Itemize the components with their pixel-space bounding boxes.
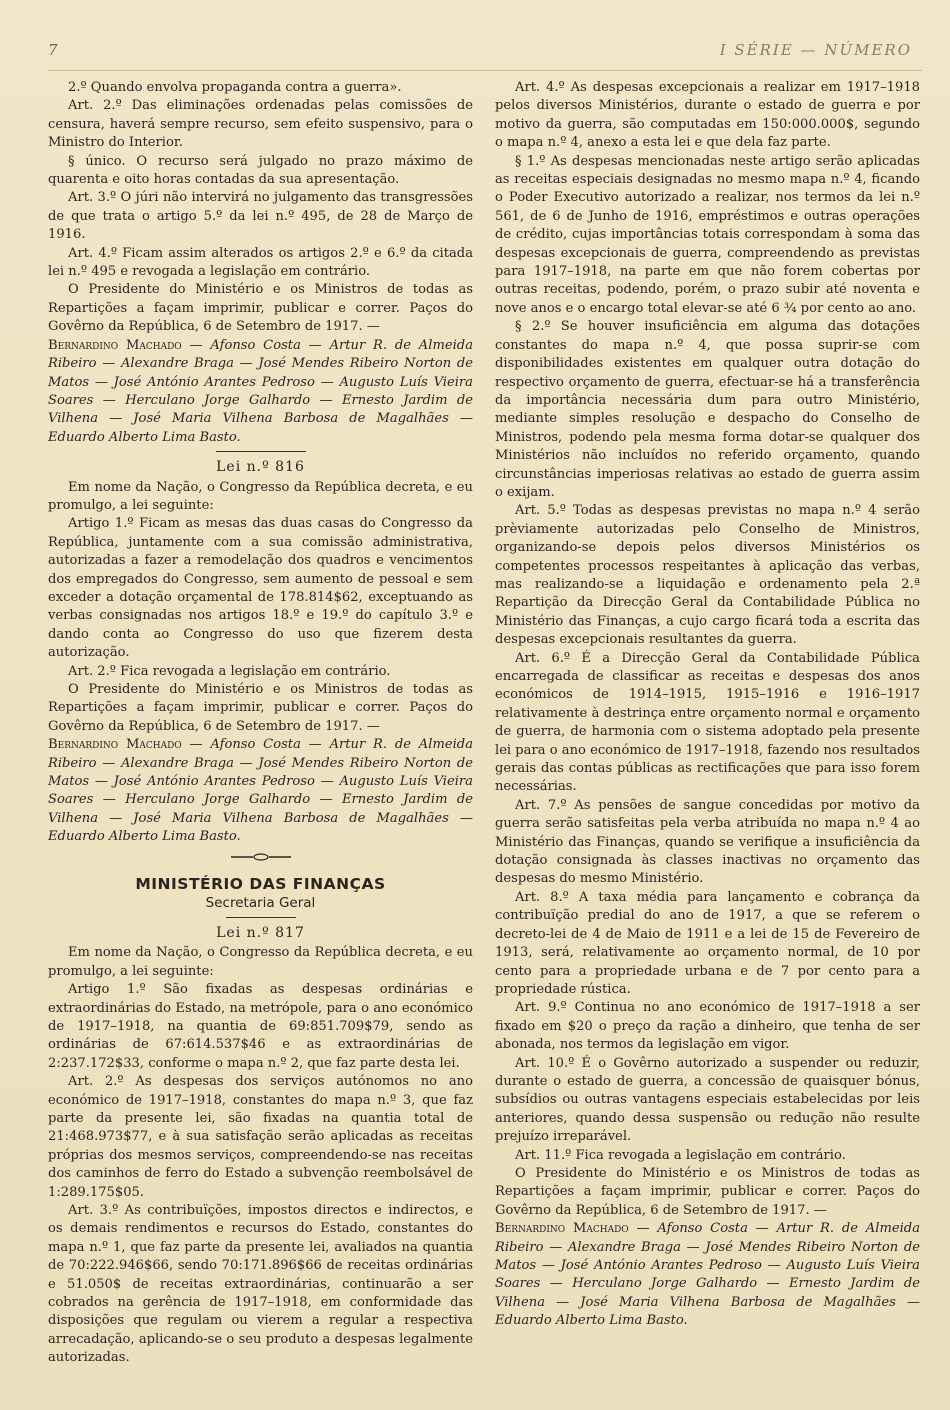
separator-rule — [216, 451, 306, 452]
signature-block — [48, 337, 473, 447]
page-number: 7 — [48, 41, 59, 59]
paragraph: Art. 11.º Fica revogada a legislação em contrário. — [515, 1147, 846, 1163]
paragraph: Art. 9.º Continua no ano económico de 1917–1918 a ser fixado em $20 o preço da ração a dinheiro, que tenha de ser abonada, nos termos da legislação em vigor. — [495, 1000, 920, 1053]
signatories: — Afonso Costa — Artur R. de Almeida Ribeiro — Alexandre Braga — José Mendes Ribeiro Norton de Matos — José António Arantes Pedroso — Augusto Luís Vieira Soares — Herculano Jorge Galhardo — Ernesto Jardim de Vilhena — José Maria Vilhena Barbosa de Magalhães — Eduardo Alberto Lima Basto. — [48, 337, 473, 445]
law-title: Lei n.º 816 — [216, 459, 305, 476]
paragraph: Art. 4.º As despesas excepcionais a realizar em 1917–1918 pelos diversos Ministérios, durante o estado de guerra e por motivo da guerra, são computadas em 150:000.000$, segundo o mapa n.º 4, anexo a esta lei e que dela faz parte. — [495, 80, 920, 151]
paragraph: Art. 4.º Ficam assim alterados os artigos 2.º e 6.º da citada lei n.º 495 e revogada a legislação em contrário. — [48, 245, 473, 280]
right-column — [495, 79, 920, 1368]
signatory-name: Bernardino Machado — [495, 1221, 629, 1237]
paragraph: Art. 3.º O júri não intervirá no julgamento das transgressões de que trata o artigo 5.º da lei n.º 495, de 28 de Março de 1916. — [48, 190, 473, 243]
separator-rule — [226, 917, 296, 918]
paragraph: Art. 6.º É a Direcção Geral da Contabilidade Pública encarregada de classificar as receitas e despesas dos anos económicos de 1914–1915, 1915–1916 e 1916–1917 relativamente à destrinça entre orçamento normal e orçamento de guerra, de harmonia com o sistema adoptado pela presente lei para o ano económico de 1917–1918, fazendo nos resultados gerais das contas públicas as rectificações que para isso forem necessárias. — [495, 650, 920, 795]
signatory-name: Bernardino Machado — [48, 337, 182, 353]
paragraph: Art. 2.º Das eliminações ordenadas pelas comissões de censura, haverá sempre recurso, sem efeito suspensivo, para o Ministro do Interior. — [48, 98, 473, 151]
running-title: I SÉRIE — NÚMERO — [719, 41, 912, 59]
paragraph: O Presidente do Ministério e os Ministros de todas as Repartições a façam imprimir, publicar e correr. Paços do Govêrno da República, 6 de Setembro de 1917. — — [48, 682, 473, 734]
left-column — [48, 79, 473, 1368]
paragraph: Em nome da Nação, o Congresso da República decreta, e eu promulgo, a lei seguinte: — [48, 479, 473, 513]
paragraph: Em nome da Nação, o Congresso da República decreta, e eu promulgo, a lei seguinte: — [48, 945, 473, 979]
section-subheading: Secretaria Geral — [205, 895, 316, 912]
paragraph: Art. 2.º Fica revogada a legislação em contrário. — [68, 663, 391, 679]
paragraph: § único. O recurso será julgado no prazo máximo de quarenta e oito horas contadas da sua apresentação. — [48, 153, 473, 188]
ministry-heading: MINISTÉRIO DAS FINANÇAS — [135, 875, 386, 894]
paragraph: Art. 8.º A taxa média para lançamento e cobrança da contribuïção predial do ano de 1917, a que se referem o decreto-lei de 4 de Maio de 1911 e a lei de 15 de Fevereiro de 1913, será, relativamente ao orçamento normal, de 10 por cento para a propriedade urbana e de 7 por cento para a propriedade rústica. — [495, 889, 920, 997]
paragraph: 2.º Quando envolva propaganda contra a guerra». — [68, 80, 402, 95]
paragraph: § 1.º As despesas mencionadas neste artigo serão aplicadas as receitas especiais designadas no mesmo mapa n.º 4, ficando o Poder Executivo autorizado a realizar, nos termos da lei n.º 561, de 6 de Junho de 1916, empréstimos e outras operações de crédito, cujas importâncias totais correspondam à soma das despesas excepcionais de guerra, compreendendo as previstas para 1917–1918, na parte em que não forem cobertas por outras receitas, podendo, porém, o prazo subir até noventa e nove anos e o encargo total elevar-se até 6 ¾ por cento ao ano. — [495, 153, 920, 316]
signatories: — Afonso Costa — Artur R. de Almeida Ribeiro — Alexandre Braga — José Mendes Ribeiro Norton de Matos — José António Arantes Pedroso — Augusto Luís Vieira Soares — Herculano Jorge Galhardo — Ernesto Jardim de Vilhena — José Maria Vilhena Barbosa de Magalhães — Eduardo Alberto Lima Basto. — [495, 1221, 920, 1329]
law-title: Lei n.º 817 — [216, 924, 305, 941]
paragraph: Artigo 1.º Ficam as mesas das duas casas do Congresso da República, juntamente com a sua comissão administrativa, autorizadas a fazer a remodelação dos quadros e vencimentos dos empregados do Congresso, sem aumento de pessoal e sem exceder a dotação orçamental de 178.814$62, exceptuando as verbas consignadas nos artigos 18.º e 19.º do capítulo 3.º e dando conta ao Congresso do uso que fizerem desta autorização. — [48, 516, 473, 661]
signatories: — Afonso Costa — Artur R. de Almeida Ribeiro — Alexandre Braga — José Mendes Ribeiro Norton de Matos — José António Arantes Pedroso — Augusto Luís Vieira Soares — Herculano Jorge Galhardo — Ernesto Jardim de Vilhena — José Maria Vilhena Barbosa de Magalhães — Eduardo Alberto Lima Basto. — [48, 737, 473, 845]
paragraph: Art. 2.º As despesas dos serviços autónomos no ano económico de 1917–1918, constantes do mapa n.º 3, que faz parte da presente lei, são fixadas na quantia total de 21:468.973$77, e à sua satisfação serão aplicadas as receitas próprias dos mesmos serviços, compreendendo-se nas receitas dos caminhos de ferro do Estado a subvenção reembolsável de 1:289.175$05. — [48, 1074, 473, 1200]
ornament-icon — [231, 853, 291, 861]
paragraph: Art. 10.º É o Govêrno autorizado a suspender ou reduzir, durante o estado de guerra, a concessão de quaisquer bónus, subsídios ou outras vantagens especiais estabelecidas por leis anteriores, quando dessa suspensão ou redução não resulte prejuízo irreparável. — [495, 1055, 920, 1145]
paragraph: Art. 5.º Todas as despesas previstas no mapa n.º 4 serão prèviamente autorizadas pelo Conselho de Ministros, organizando-se depois pelos diversos Ministérios os competentes processos respeitantes à aplicação das verbas, mas realizando-se a liquidação e ordenamento pela 2.ª Repartição da Direcção Geral da Contabilidade Pública no Ministério das Finanças, a cujo cargo ficará toda a escrita das despesas excepcionais resultantes da guerra. — [495, 503, 920, 648]
page-header — [48, 30, 922, 71]
signature-block — [495, 1220, 920, 1330]
paragraph: Art. 7.º As pensões de sangue concedidas por motivo da guerra serão satisfeitas pela verba atribuída no mapa n.º 4 ao Ministério das Finanças, quando se verifique a insuficiência da dotação consignada às classes inactivas no orçamento das despesas do mesmo Ministério. — [495, 797, 920, 887]
signature-block — [48, 736, 473, 846]
signatory-name: Bernardino Machado — [48, 737, 182, 753]
paragraph: O Presidente do Ministério e os Ministros de todas as Repartições a façam imprimir, publicar e correr. Paços do Govêrno da República, 6 de Setembro de 1917. — — [48, 282, 473, 335]
paragraph: Art. 3.º As contribuïções, impostos directos e indirectos, e os demais rendimentos e recursos do Estado, constantes do mapa n.º 1, que faz parte da presente lei, avaliados na quantia de 70:222.946$66, sendo 70:171.896$66 de receitas ordinárias e 51.050$ de receitas extraordinárias, continuarão a ser cobrados na gerência de 1917–1918, em conformidade das disposições que regulam ou vierem a regular a respectiva arrecadação, aplicando-se o seu produto a despesas legalmente autorizadas. — [48, 1202, 473, 1366]
paragraph: O Presidente do Ministério e os Ministros de todas as Repartições a façam imprimir, publicar e correr. Paços do Govêrno da República, 6 de Setembro de 1917. — — [495, 1165, 920, 1218]
paragraph: Artigo 1.º São fixadas as despesas ordinárias e extraordinárias do Estado, na metrópole, para o ano económico de 1917–1918, na quantia de 69:851.709$79, sendo as ordinárias de 67:614.537$46 e as extraordinárias de 2:237.172$33, conforme o mapa n.º 2, que faz parte desta lei. — [48, 982, 473, 1071]
paragraph: § 2.º Se houver insuficiência em alguma das dotações constantes do mapa n.º 4, que possa suprir-se com disponibilidades existentes em qualquer outra dotação do respectivo orçamento de guerra, efectuar-se há a transferência da importância necessária dum para outro Ministério, mediante simples resolução e despacho do Conselho de Ministros, podendo pela mesma forma dotar-se qualquer dos Ministérios não incluídos no referido orçamento, quando circunstâncias imperiosas relativas ao estado de guerra assim o exijam. — [495, 319, 920, 500]
ornament-divider — [48, 849, 473, 867]
text-columns — [48, 79, 922, 1368]
